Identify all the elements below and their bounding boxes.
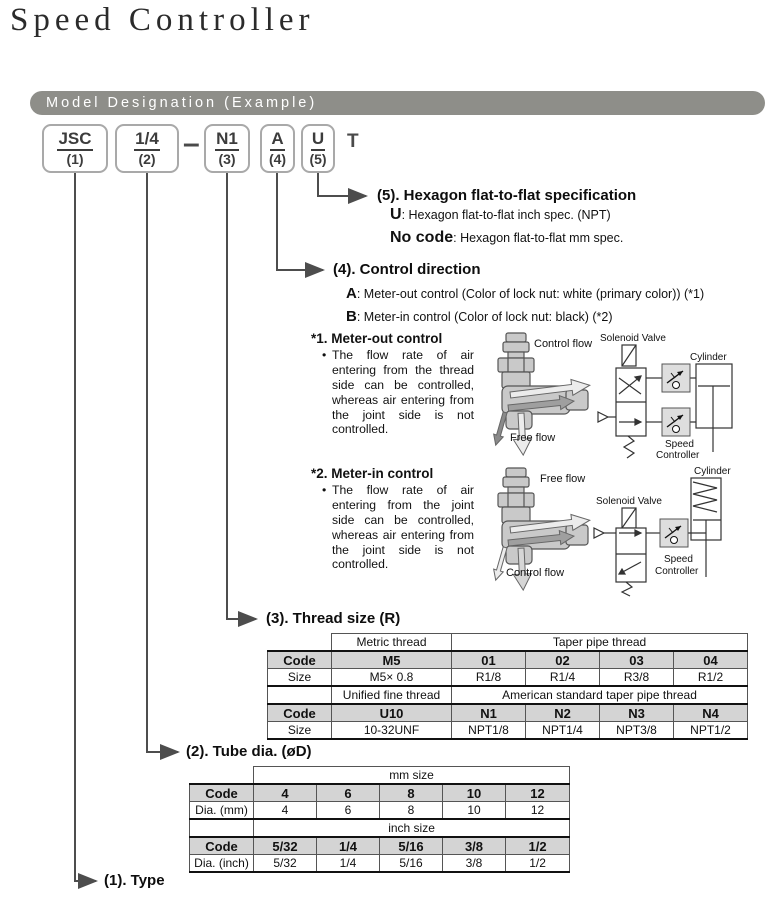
option-desc: : Meter-in control (Color of lock nut: black) (*2) [356, 310, 613, 324]
solenoid-valve-label: Solenoid Valve [600, 333, 666, 344]
flow-label-bottom: Control flow [506, 567, 565, 579]
option-code: No code [390, 229, 454, 246]
model-code: JSC [57, 129, 92, 151]
exhaust-icon [594, 528, 604, 538]
table-cell: Code [190, 837, 254, 855]
table-cell: Size [268, 722, 332, 740]
table-cell: N3 [600, 704, 674, 722]
table-cell: 4 [254, 802, 317, 820]
table-row [190, 767, 570, 785]
table-cell: R1/8 [452, 669, 526, 687]
table-cell: U10 [332, 704, 452, 722]
table-row [190, 819, 570, 837]
table-cell: N1 [452, 704, 526, 722]
table-cell: R3/8 [600, 669, 674, 687]
table-cell: NPT1/4 [526, 722, 600, 740]
speed-controller-label: Speed [664, 554, 693, 565]
model-box [115, 124, 179, 173]
table-cell: 4 [254, 784, 317, 802]
option-code: U [390, 206, 402, 223]
solenoid-valve-symbol [594, 508, 646, 596]
table-cell: 04 [674, 651, 748, 669]
speed-controller-label: Speed [665, 439, 694, 450]
table-cell: 5/32 [254, 837, 317, 855]
note-2-heading: *2. Meter-in control [311, 466, 434, 481]
section-4-item [346, 308, 612, 326]
table-cell: Code [268, 651, 332, 669]
table-cell: American standard taper pipe thread [452, 686, 748, 704]
model-suffix: T [347, 131, 359, 152]
model-designation-bar: Model Designation (Example) [30, 91, 765, 115]
table-cell: Unified fine thread [332, 686, 452, 704]
meter-out-circuit-diagram [592, 330, 774, 462]
table-cell: 10-32UNF [332, 722, 452, 740]
model-number: (3) [218, 150, 236, 167]
model-number: (1) [66, 150, 84, 167]
table-cell: mm size [254, 767, 570, 785]
table-cell: 3/8 [443, 837, 506, 855]
table-cell: NPT1/2 [674, 722, 748, 740]
speed-controller-symbol [662, 408, 690, 436]
speed-controller-label: Controller [655, 566, 699, 577]
model-code: 1/4 [134, 129, 160, 151]
table-cell [190, 767, 254, 785]
section-4-heading: (4). Control direction [333, 261, 481, 278]
table-cell: N4 [674, 704, 748, 722]
table-row [190, 784, 570, 802]
table-cell: 10 [443, 802, 506, 820]
table-cell [268, 686, 332, 704]
solenoid-valve-symbol [598, 345, 646, 458]
table-cell: 10 [443, 784, 506, 802]
table-cell: 03 [600, 651, 674, 669]
speed-controller-symbol [662, 364, 690, 392]
option-code: B [346, 308, 357, 325]
table-row [268, 634, 748, 652]
section-4-item [346, 285, 704, 303]
option-code: A [346, 285, 357, 302]
model-box [301, 124, 335, 173]
table-cell: Code [190, 784, 254, 802]
table-row [268, 722, 748, 740]
table-cell: 01 [452, 651, 526, 669]
table-cell [190, 819, 254, 837]
table-cell: NPT3/8 [600, 722, 674, 740]
table-cell: NPT1/8 [452, 722, 526, 740]
cylinder-symbol [696, 364, 732, 452]
table-cell: Code [268, 704, 332, 722]
table-row [268, 686, 748, 704]
table-cell: 02 [526, 651, 600, 669]
meter-in-circuit-diagram [588, 462, 775, 597]
meter-out-fitting-illustration [450, 331, 602, 459]
note-text: The flow rate of air entering from the thread side can be controlled, whereas air entering from the joint side is not controlled. [332, 348, 474, 437]
cylinder-label: Cylinder [690, 352, 727, 363]
bullet: • [322, 348, 327, 362]
speed-controller-symbol [660, 519, 688, 547]
table-cell: 6 [317, 802, 380, 820]
table-cell [268, 634, 332, 652]
table-cell: 12 [506, 802, 570, 820]
model-box [42, 124, 108, 173]
page-title: Speed Controller [10, 2, 315, 38]
section-3-heading: (3). Thread size (R) [266, 610, 401, 627]
meter-in-fitting-illustration [450, 466, 602, 594]
table-cell: Taper pipe thread [452, 634, 748, 652]
section-2-heading: (2). Tube dia. (øD) [186, 743, 312, 760]
table-cell: 1/4 [317, 855, 380, 873]
table-row [190, 802, 570, 820]
table-cell: M5 [332, 651, 452, 669]
table-cell: Metric thread [332, 634, 452, 652]
exhaust-icon [598, 412, 608, 422]
table-cell: 5/16 [380, 855, 443, 873]
model-box [260, 124, 295, 173]
flow-label-bottom: Free flow [510, 432, 556, 444]
table-cell: R1/2 [674, 669, 748, 687]
table-cell: 1/2 [506, 837, 570, 855]
option-desc: : Hexagon flat-to-flat mm spec. [453, 231, 624, 245]
table-cell: Size [268, 669, 332, 687]
cylinder-label: Cylinder [694, 466, 731, 477]
table-cell: 12 [506, 784, 570, 802]
note-1-heading: *1. Meter-out control [311, 331, 443, 346]
model-number: (5) [309, 150, 327, 167]
model-code: A [270, 129, 284, 151]
table-cell: N2 [526, 704, 600, 722]
table-cell: inch size [254, 819, 570, 837]
table-cell: 1/2 [506, 855, 570, 873]
tube-dia-table [189, 766, 570, 873]
cylinder-symbol [691, 478, 721, 577]
table-cell: Dia. (mm) [190, 802, 254, 820]
thread-size-table [267, 633, 748, 740]
table-row [268, 704, 748, 722]
note-text: The flow rate of air entering from the joint side can be controlled, whereas air entering from the joint side is not controlled. [332, 483, 474, 572]
table-cell: 6 [317, 784, 380, 802]
section-5-heading: (5). Hexagon flat-to-flat specification [377, 187, 637, 204]
table-cell: R1/4 [526, 669, 600, 687]
table-row [268, 669, 748, 687]
table-cell: M5× 0.8 [332, 669, 452, 687]
speed-controller-label: Controller [656, 450, 700, 461]
table-cell: Dia. (inch) [190, 855, 254, 873]
section-1-heading: (1). Type [104, 872, 165, 889]
table-row [268, 651, 748, 669]
option-desc: : Hexagon flat-to-flat inch spec. (NPT) [401, 208, 611, 222]
flow-label-top: Free flow [540, 473, 586, 485]
model-separator: – [183, 127, 200, 160]
model-box [204, 124, 250, 173]
section-5-item [390, 206, 611, 224]
model-number: (2) [138, 150, 156, 167]
table-cell: 1/4 [317, 837, 380, 855]
table-cell: 8 [380, 802, 443, 820]
bullet: • [322, 483, 327, 497]
spring-icon [622, 582, 632, 596]
model-code: N1 [215, 129, 239, 151]
table-row [190, 837, 570, 855]
table-cell: 5/16 [380, 837, 443, 855]
spring-icon [624, 436, 634, 458]
table-cell: 5/32 [254, 855, 317, 873]
model-number: (4) [268, 150, 287, 167]
table-row [190, 855, 570, 873]
flow-label-top: Control flow [534, 338, 593, 350]
section-5-item [390, 229, 623, 247]
table-cell: 8 [380, 784, 443, 802]
solenoid-valve-label: Solenoid Valve [596, 496, 662, 507]
table-cell: 3/8 [443, 855, 506, 873]
option-desc: : Meter-out control (Color of lock nut: white (primary color)) (*1) [356, 287, 705, 301]
model-code: U [311, 129, 325, 151]
